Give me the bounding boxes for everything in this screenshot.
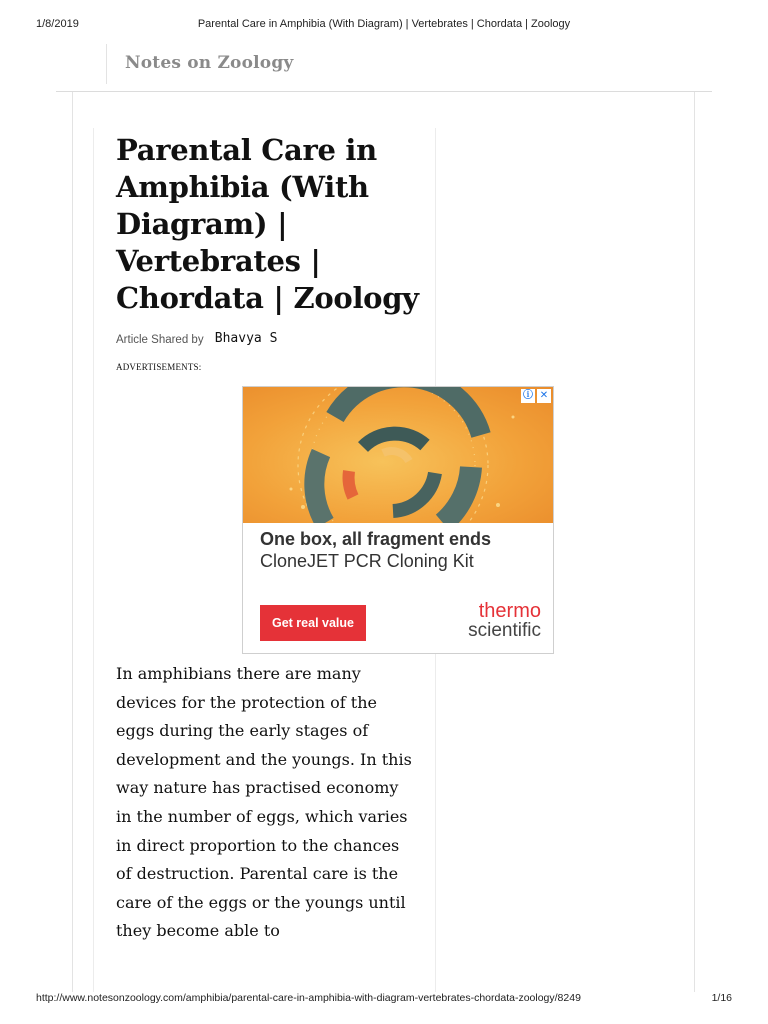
print-page-number: 1/16 (711, 992, 732, 1004)
print-page-title: Parental Care in Amphibia (With Diagram) | Vertebrates | Chordata | Zoology (197, 18, 571, 30)
ad-controls (521, 389, 551, 403)
advertisements-label: ADVERTISEMENTS: (116, 362, 202, 372)
ad-brand-line1: thermo (478, 600, 541, 622)
ad-image (243, 387, 553, 523)
print-date: 1/8/2019 (36, 18, 79, 30)
ad-brand-line2: scientific (468, 620, 541, 641)
header-divider (56, 91, 712, 92)
ad-brand-logo (468, 601, 541, 641)
ad-cta-button[interactable]: Get real value (260, 605, 366, 641)
ad-close-icon[interactable]: ✕ (537, 389, 551, 403)
site-logo-link[interactable]: Notes on Zoology (125, 53, 294, 73)
ad-subheadline: CloneJET PCR Cloning Kit (260, 551, 474, 571)
article-column-border-left (93, 128, 94, 992)
content-border-left (72, 92, 73, 992)
article-body-paragraph: In amphibians there are many devices for the protection of the eggs during the early stages of development and the youngs. In this way nature has practised economy in the number of eggs, which varies in direct proportion to the chances of destruction. Parental care is the care of the eggs or the youngs until they become able to (116, 664, 412, 941)
byline (116, 332, 277, 347)
ad-info-icon[interactable]: ⓘ (523, 390, 533, 401)
byline-label: Article Shared by (116, 334, 204, 346)
ad-headline: One box, all fragment ends (260, 529, 492, 549)
article-title: Parental Care in Amphibia (With Diagram) | Vertebrates | Chordata | Zoology (116, 133, 419, 315)
author-link[interactable]: Bhavya S (214, 331, 278, 346)
advertisement-banner[interactable] (242, 386, 554, 654)
print-url: http://www.notesonzoology.com/amphibia/parental-care-in-amphibia-with-diagram-vertebrates-chordata-zoology/8249 (36, 992, 581, 1004)
content-border-right (694, 92, 695, 992)
site-header (106, 44, 507, 84)
